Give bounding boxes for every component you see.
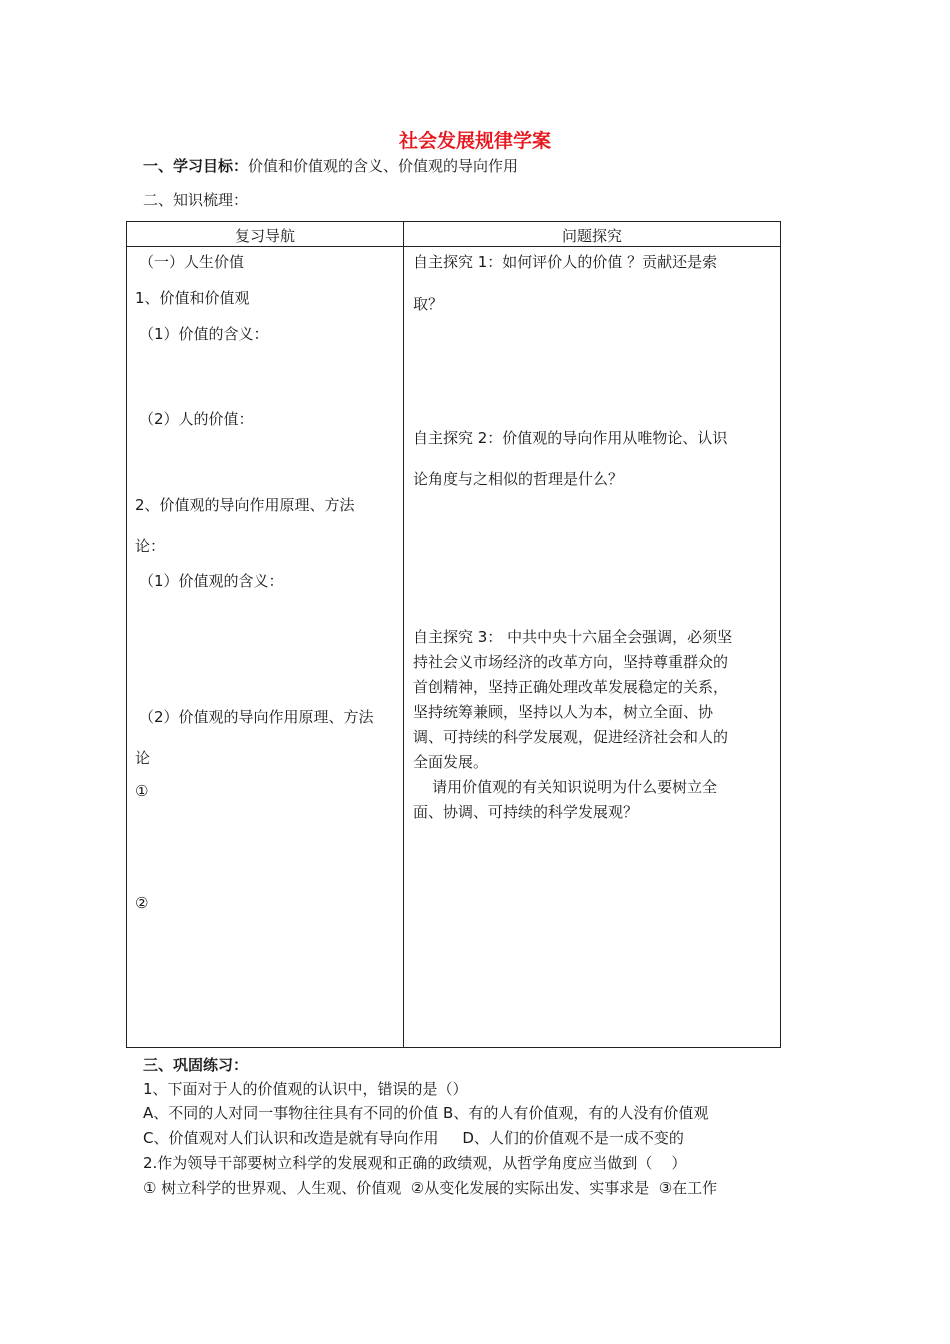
inquiry-3-line: 坚持统筹兼顾，坚持以人为本，树立全面、协	[413, 703, 714, 721]
left-line: ②	[135, 894, 149, 912]
learning-goal	[143, 155, 518, 176]
review-table	[126, 221, 781, 1048]
table-header-review: 复习导航	[234, 227, 295, 245]
inquiry-1-line: 取？	[413, 295, 444, 313]
table-divider	[403, 222, 404, 1047]
inquiry-3-line: 面、协调、可持续的科学发展观？	[413, 803, 639, 821]
practice-line: A、不同的人对同一事物往往具有不同的价值 B、有的人有价值观，有的人没有价值观	[143, 1104, 709, 1122]
learning-goal-label: 一、学习目标：	[143, 157, 249, 175]
practice-line: 2.作为领导干部要树立科学的发展观和正确的政绩观，从哲学角度应当做到（ ）	[143, 1154, 687, 1172]
inquiry-3-line: 全面发展。	[413, 753, 489, 771]
table-header-inquiry: 问题探究	[561, 227, 622, 245]
inquiry-1-line: 自主探究 1：如何评价人的价值 ？贡献还是索	[413, 253, 718, 271]
table-header-divider	[127, 246, 780, 247]
practice-line: 1、下面对于人的价值观的认识中，错误的是（）	[143, 1080, 468, 1098]
practice-line: C、价值观对人们认识和改造是就有导向作用 D、人们的价值观不是一成不变的	[143, 1129, 684, 1147]
inquiry-3	[413, 625, 778, 825]
left-line: ①	[135, 782, 149, 800]
inquiry-2-line: 论角度与之相似的哲理是什么？	[413, 470, 624, 488]
inquiry-3-line: 调、可持续的科学发展观，促进经济社会和人的	[413, 728, 729, 746]
left-line: （1）价值观的含义：	[139, 572, 284, 590]
left-line: （2）人的价值：	[139, 410, 254, 428]
left-line: 论	[135, 749, 151, 767]
left-line: （一）人生价值	[139, 253, 245, 271]
left-line: （1）价值的含义：	[139, 325, 269, 343]
inquiry-2-line: 自主探究 2：价值观的导向作用从唯物论、认识	[413, 429, 728, 447]
inquiry-3-line: 首创精神，坚持正确处理改革发展稳定的关系，	[413, 678, 729, 696]
knowledge-section-label: 二、知识梳理：	[143, 191, 249, 209]
left-line: 论：	[135, 537, 166, 555]
left-line: 2、价值观的导向作用原理、方法	[135, 496, 355, 514]
page-title: 社会发展规律学案	[398, 130, 551, 152]
inquiry-3-line: 持社会义市场经济的改革方向，坚持尊重群众的	[413, 653, 729, 671]
left-line: 1、价值和价值观	[135, 289, 250, 307]
inquiry-3-line: 请用价值观的有关知识说明为什么要树立全	[413, 778, 718, 796]
learning-goal-text: 价值和价值观的含义、价值观的导向作用	[248, 157, 519, 175]
practice-section-label: 三、巩固练习：	[143, 1056, 249, 1074]
inquiry-3-line: 自主探究 3： 中共中央十六届全会强调，必须坚	[413, 628, 733, 646]
practice-line: ① 树立科学的世界观、人生观、价值观 ②从变化发展的实际出发、实事求是 ③在工作	[143, 1179, 718, 1197]
left-line: （2）价值观的导向作用原理、方法	[139, 708, 374, 726]
